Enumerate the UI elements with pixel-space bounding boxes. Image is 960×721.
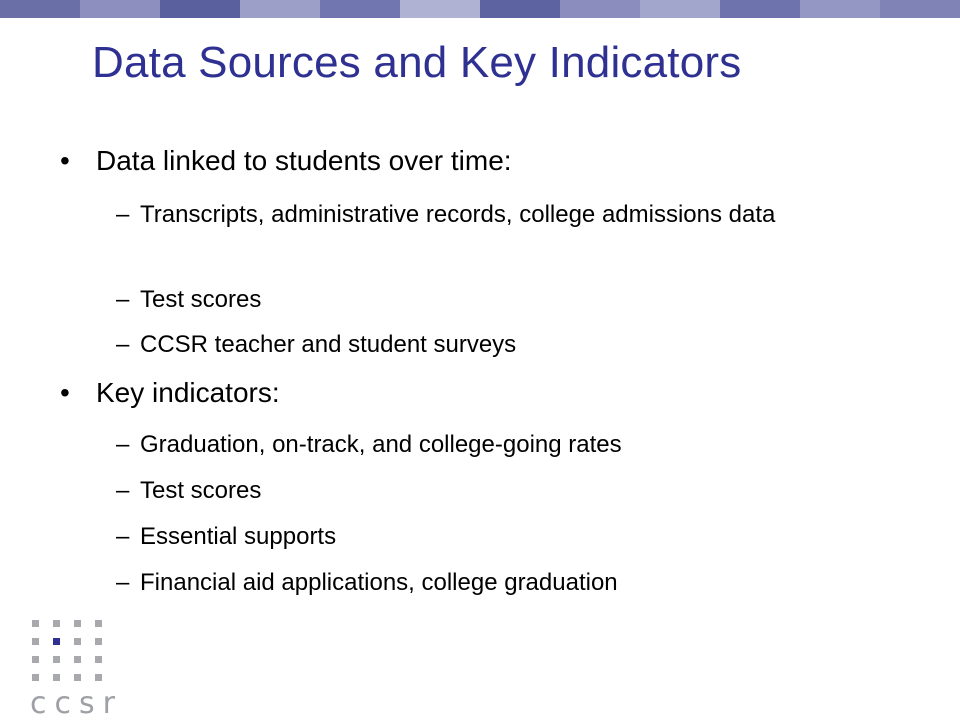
band-segment (480, 0, 560, 18)
dash-glyph: – (116, 477, 130, 504)
sub-item-text: Essential supports (140, 523, 337, 550)
band-segment (240, 0, 320, 18)
sub-item-text: Test scores (140, 286, 262, 313)
sub-item-financial-aid (110, 566, 850, 600)
dash-glyph: – (116, 569, 130, 596)
logo-dot (32, 674, 39, 681)
bullet-text: Data linked to students over time: (96, 145, 512, 176)
band-segment (400, 0, 480, 18)
logo-dot (95, 620, 102, 627)
sub-item-text: Test scores (140, 477, 262, 504)
bullet-text: Key indicators: (96, 377, 280, 408)
logo-dot (95, 656, 102, 663)
logo-dot (53, 620, 60, 627)
sub-item-surveys (110, 328, 850, 362)
dash-glyph: – (116, 331, 130, 358)
dash-glyph: – (116, 286, 130, 313)
logo-dot (32, 656, 39, 663)
logo-dot (53, 656, 60, 663)
logo-dot (53, 674, 60, 681)
logo-dot (95, 638, 102, 645)
sub-item-text: Graduation, on-track, and college-going rates (140, 431, 622, 458)
bullet-dot: • (60, 377, 70, 408)
dot-grid-icon (32, 620, 102, 681)
dash-glyph: – (116, 523, 130, 550)
logo-dot (32, 638, 39, 645)
band-segment (80, 0, 160, 18)
sub-item-transcripts (110, 198, 850, 232)
bullet-key-indicators (60, 377, 920, 409)
band-segment (880, 0, 960, 18)
sub-item-graduation (110, 428, 850, 462)
band-segment (0, 0, 80, 18)
dash-glyph: – (116, 201, 130, 228)
logo-dot (74, 656, 81, 663)
logo-dot (74, 674, 81, 681)
sub-item-essential-supports (110, 520, 850, 554)
dash-glyph: – (116, 431, 130, 458)
top-decorative-band (0, 0, 960, 18)
slide-title: Data Sources and Key Indicators (92, 38, 742, 87)
logo-dot (74, 638, 81, 645)
logo-dot (32, 620, 39, 627)
logo-wordmark: ccsr (30, 686, 123, 721)
band-segment (560, 0, 640, 18)
band-segment (640, 0, 720, 18)
band-segment (800, 0, 880, 18)
bullet-dot: • (60, 145, 70, 176)
sub-item-test-scores-2 (110, 474, 850, 508)
sub-item-text: Financial aid applications, college graduation (140, 569, 618, 596)
band-segment (320, 0, 400, 18)
sub-item-text: CCSR teacher and student surveys (140, 331, 517, 358)
bullet-data-linked (60, 145, 920, 177)
logo-dot (95, 674, 102, 681)
sub-item-text: Transcripts, administrative records, college admissions data (140, 201, 776, 228)
band-segment (720, 0, 800, 18)
logo-dot (74, 620, 81, 627)
ccsr-logo (30, 616, 123, 721)
logo-dot-accent (53, 638, 60, 645)
band-segment (160, 0, 240, 18)
sub-item-test-scores (110, 283, 850, 317)
